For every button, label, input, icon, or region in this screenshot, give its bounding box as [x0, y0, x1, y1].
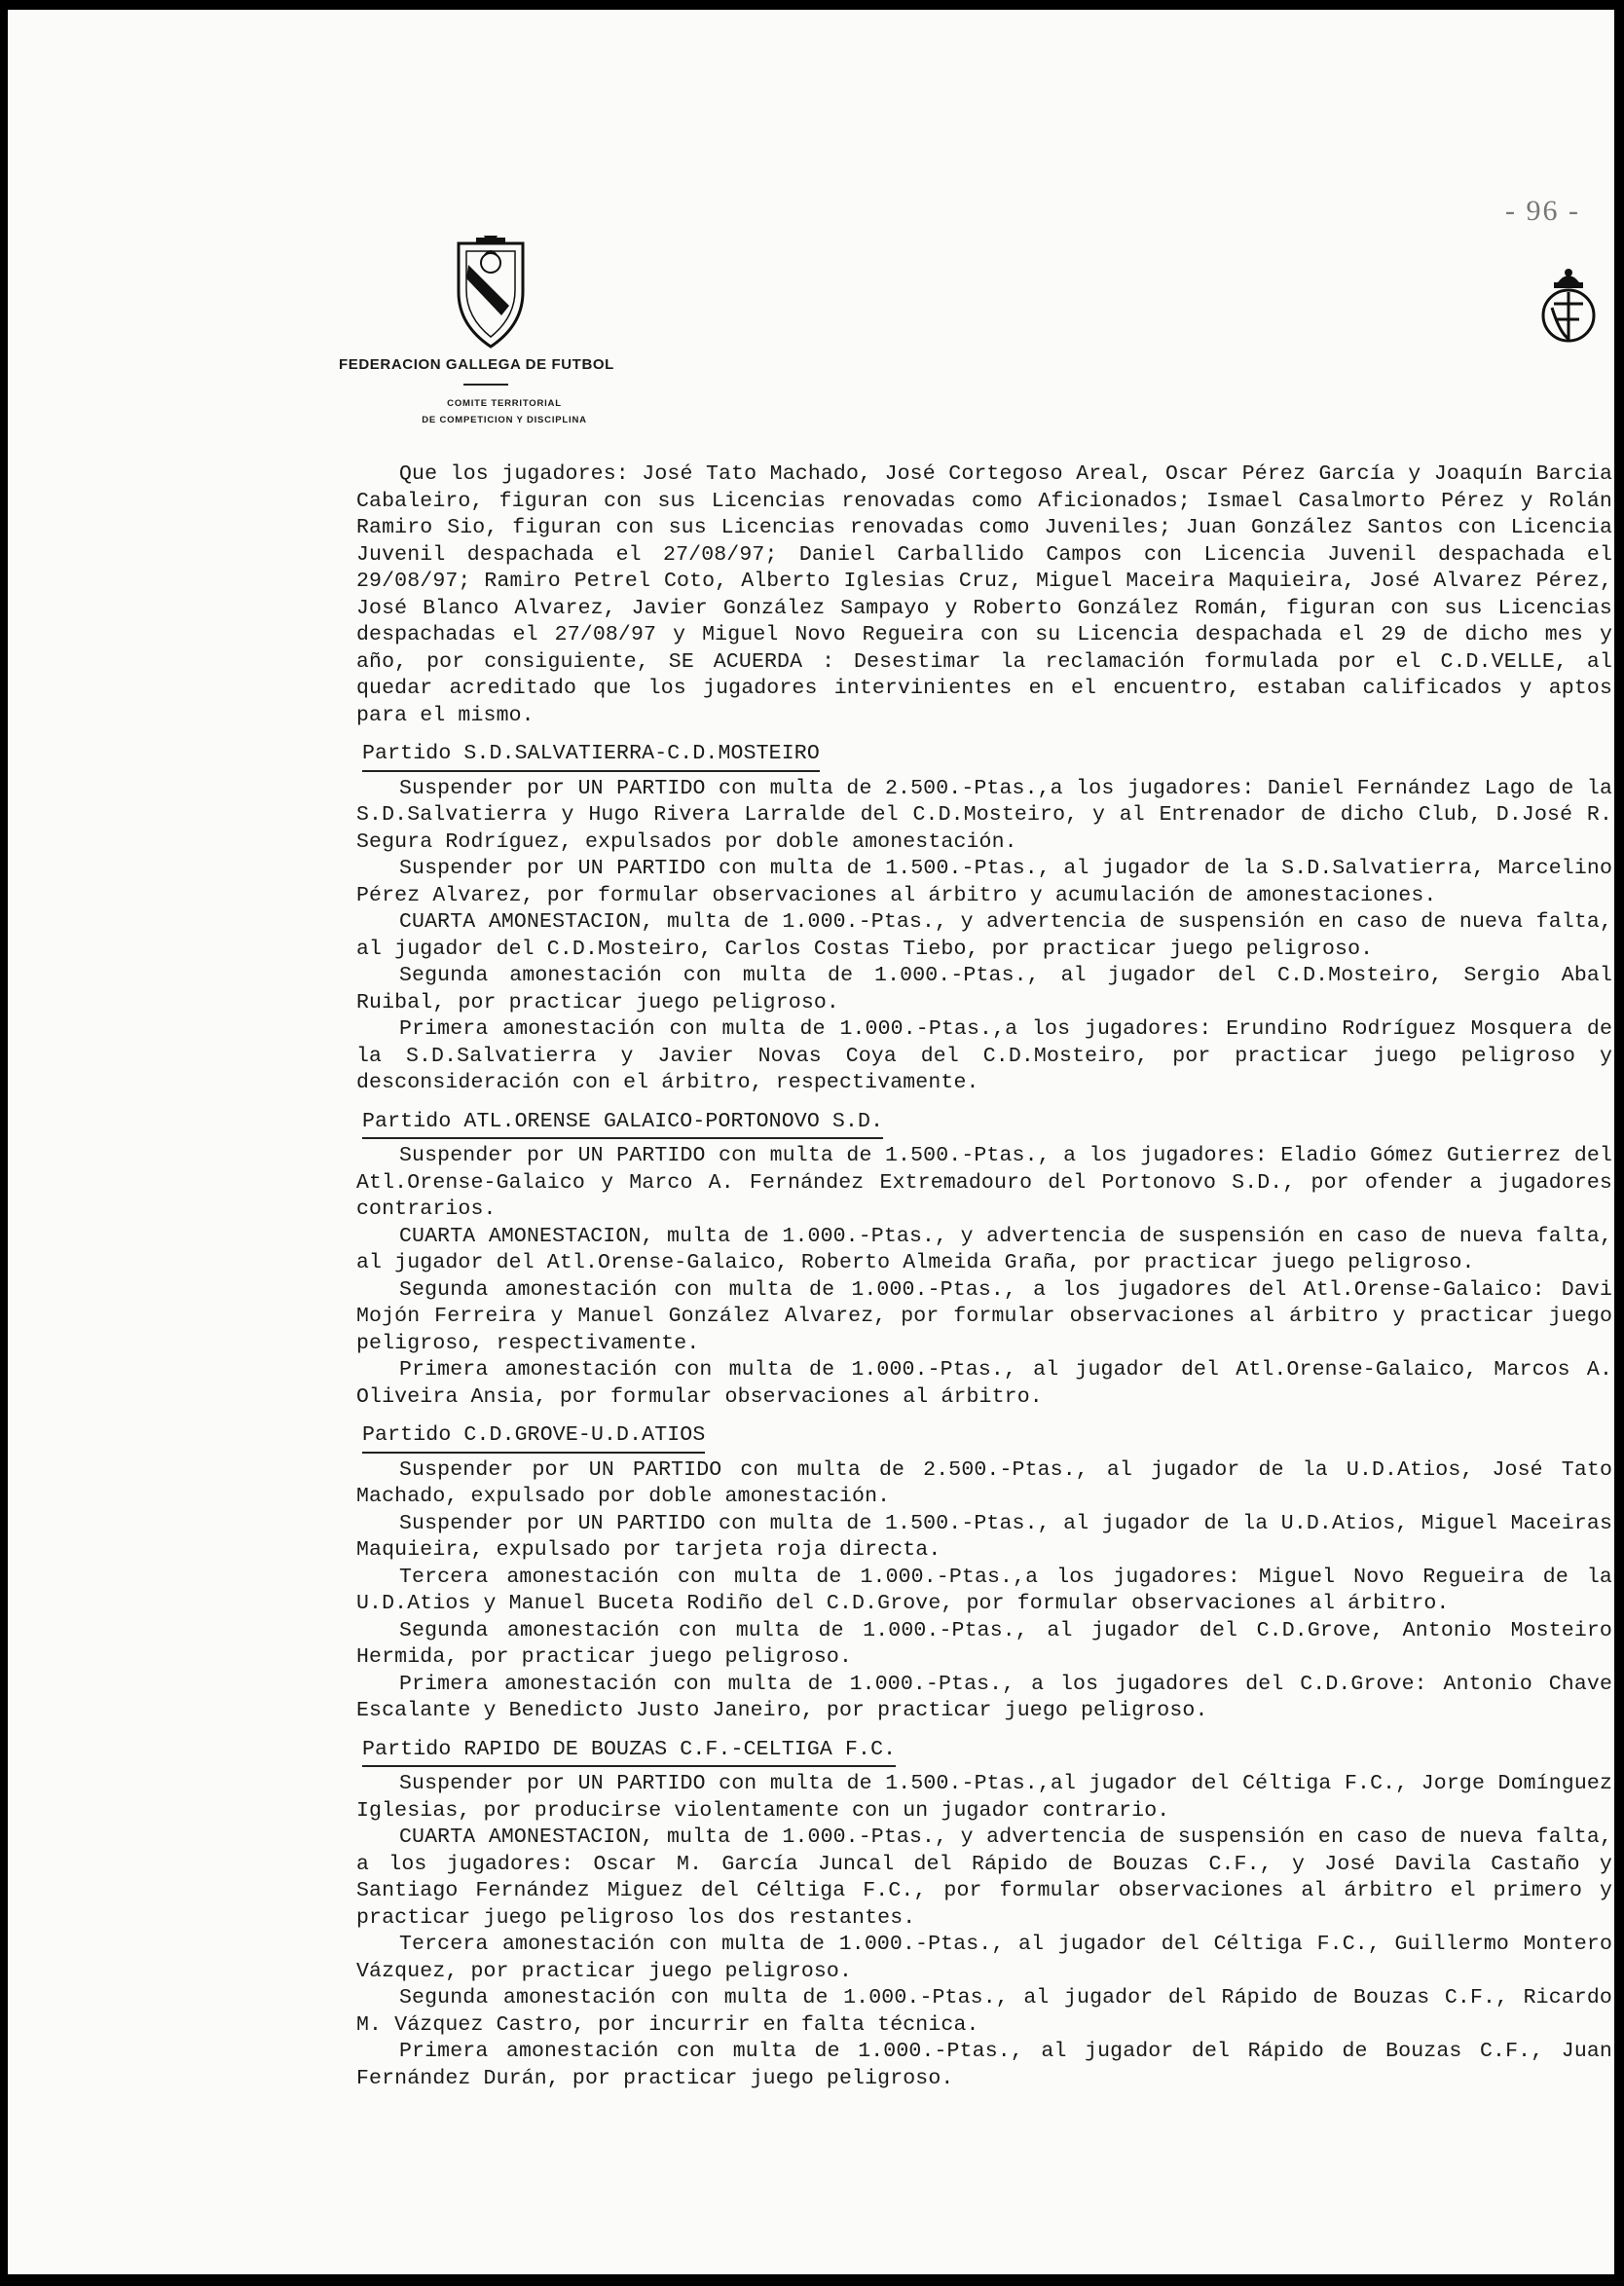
document-page: [8, 10, 1614, 2274]
sanction-paragraph: Primera amonestación con multa de 1.000.-Ptas., al jugador del Rápido de Bouzas C.F., Juan Fernández Durán, por practicar juego peligroso.: [356, 2040, 1612, 2090]
page-number: - 96 -: [1505, 195, 1580, 227]
committee-line-2: DE COMPETICION Y DISCIPLINA: [422, 415, 587, 425]
match-section-4: [356, 1731, 1612, 2093]
sanction-paragraph: CUARTA AMONESTACION, multa de 1.000.-Ptas., y advertencia de suspensión en caso de nueva falta, al jugador del C.D.Mosteiro, Carlos Costas Tiebo, por practicar juego peligroso.: [356, 910, 1612, 961]
federation-name: FEDERACION GALLEGA DE FUTBOL: [339, 356, 614, 373]
sanction-paragraph: Tercera amonestación con multa de 1.000.-Ptas., al jugador del Céltiga F.C., Guillermo Montero Vázquez, por practicar juego peligroso.: [356, 1933, 1612, 1983]
sanction-paragraph: Suspender por UN PARTIDO con multa de 2.500.-Ptas.,a los jugadores: Daniel Fernández Lago de la S.D.Salvatierra y Hugo Rivera Larralde del C.D.Mosteiro, y al Entrenador de dicho Club, D.José R. Segura Rodríguez, expulsados por doble amonestación.: [356, 776, 1612, 854]
header-rule: [463, 384, 508, 386]
federation-shield-logo: [453, 236, 529, 350]
match-section-2: [356, 1103, 1612, 1412]
sanction-paragraph: Suspender por UN PARTIDO con multa de 1.500.-Ptas., al jugador de la U.D.Atios, Miguel Maceiras Maquieira, expulsado por tarjeta roja directa.: [356, 1511, 1612, 1562]
sanction-paragraph: CUARTA AMONESTACION, multa de 1.000.-Ptas., y advertencia de suspensión en caso de nueva falta, al jugador del Atl.Orense-Galaico, Roberto Almeida Graña, por practicar juego peligroso.: [356, 1224, 1612, 1274]
match-heading: Partido S.D.SALVATIERRA-C.D.MOSTEIRO: [362, 741, 820, 772]
match-heading: Partido RAPIDO DE BOUZAS C.F.-CELTIGA F.C.: [362, 1737, 896, 1768]
sanction-paragraph: Primera amonestación con multa de 1.000.-Ptas., a los jugadores del C.D.Grove: Antonio Chave Escalante y Benedicto Justo Janeiro, por practicar juego peligroso.: [356, 1672, 1612, 1722]
match-section-1: [356, 735, 1612, 1097]
sanction-paragraph: Segunda amonestación con multa de 1.000.-Ptas., a los jugadores del Atl.Orense-Galaico: Davi Mojón Ferreira y Manuel González Alvarez, por formular observaciones al árbitro y practicar juego peligroso, respectivamente.: [356, 1277, 1612, 1355]
committee-line-1: COMITE TERRITORIAL: [447, 398, 562, 409]
resolution-body: [356, 461, 1612, 2092]
sanction-paragraph: CUARTA AMONESTACION, multa de 1.000.-Ptas., y advertencia de suspensión en caso de nueva falta, a los jugadores: Oscar M. García Juncal del Rápido de Bouzas C.F., y José Davila Castaño y Santiago Fernández Miguez del Céltiga F.C., por formular observaciones al árbitro el primero y practicar juego peligroso los dos restantes.: [356, 1825, 1612, 1930]
committee-name: [358, 395, 650, 428]
sanction-paragraph: Suspender por UN PARTIDO con multa de 2.500.-Ptas., al jugador de la U.D.Atios, José Tato Machado, expulsado por doble amonestación.: [356, 1457, 1612, 1508]
crest-emblem-icon: [1540, 265, 1597, 349]
sanction-paragraph: Primera amonestación con multa de 1.000.-Ptas.,a los jugadores: Erundino Rodríguez Mosquera de la S.D.Salvatierra y Javier Novas Coya del C.D.Mosteiro, por practicar juego peligroso y desconsideración con el árbitro, respectivamente.: [356, 1017, 1612, 1094]
sanction-paragraph: Suspender por UN PARTIDO con multa de 1.500.-Ptas., a los jugadores: Eladio Gómez Gutierrez del Atl.Orense-Galaico y Marco A. Fernández Extremadouro del Portonovo S.D., por ofender a jugadores contrarios.: [356, 1144, 1612, 1221]
match-heading: Partido C.D.GROVE-U.D.ATIOS: [362, 1422, 705, 1454]
sanction-paragraph: Primera amonestación con multa de 1.000.-Ptas., al jugador del Atl.Orense-Galaico, Marcos A. Oliveira Ansia, por formular observaciones al árbitro.: [356, 1358, 1612, 1409]
sanction-paragraph: Segunda amonestación con multa de 1.000.-Ptas., al jugador del C.D.Grove, Antonio Mosteiro Hermida, por practicar juego peligroso.: [356, 1618, 1612, 1669]
sanction-paragraph: Segunda amonestación con multa de 1.000.-Ptas., al jugador del Rápido de Bouzas C.F., Ricardo M. Vázquez Castro, por incurrir en falta técnica.: [356, 1986, 1612, 2037]
match-section-3: [356, 1417, 1612, 1725]
sanction-paragraph: Tercera amonestación con multa de 1.000.-Ptas.,a los jugadores: Miguel Novo Regueira de la U.D.Atios y Manuel Buceta Rodiño del C.D.Grove, por formular observaciones al árbitro.: [356, 1565, 1612, 1615]
match-heading: Partido ATL.ORENSE GALAICO-PORTONOVO S.D.: [362, 1109, 883, 1140]
sanction-paragraph: Suspender por UN PARTIDO con multa de 1.500.-Ptas., al jugador de la S.D.Salvatierra, Marcelino Pérez Alvarez, por formular observaciones al árbitro y acumulación de amonestaciones.: [356, 857, 1612, 907]
intro-paragraph: Que los jugadores: José Tato Machado, José Cortegoso Areal, Oscar Pérez García y Joaquín Barcia Cabaleiro, figuran con sus Licencias renovadas como Aficionados; Ismael Casalmorto Pérez y Rolán Ramiro Sio, figuran con sus Licencias renovadas como Juveniles; Juan González Santos con Licencia Juvenil despachada el 27/08/97; Daniel Carballido Campos con Licencia Juvenil despachada el 29/08/97; Ramiro Petrel Coto, Alberto Iglesias Cruz, Miguel Maceira Maquieira, José Alvarez Pérez, José Blanco Alvarez, Javier González Sampayo y Roberto González Román, figuran con sus Licencias despachadas el 27/08/97 y Miguel Novo Regueira con su Licencia despachada el 29 de dicho mes y año, por consiguiente, SE ACUERDA : Desestimar la reclamación formulada por el C.D.VELLE, al quedar acreditado que los jugadores intervinientes en el encuentro, estaban calificados y aptos para el mismo.: [356, 462, 1612, 727]
sanction-paragraph: Suspender por UN PARTIDO con multa de 1.500.-Ptas.,al jugador del Céltiga F.C., Jorge Domínguez Iglesias, por producirse violentamente con un jugador contrario.: [356, 1772, 1612, 1823]
sanction-paragraph: Segunda amonestación con multa de 1.000.-Ptas., al jugador del C.D.Mosteiro, Sergio Abal Ruibal, por practicar juego peligroso.: [356, 964, 1612, 1014]
